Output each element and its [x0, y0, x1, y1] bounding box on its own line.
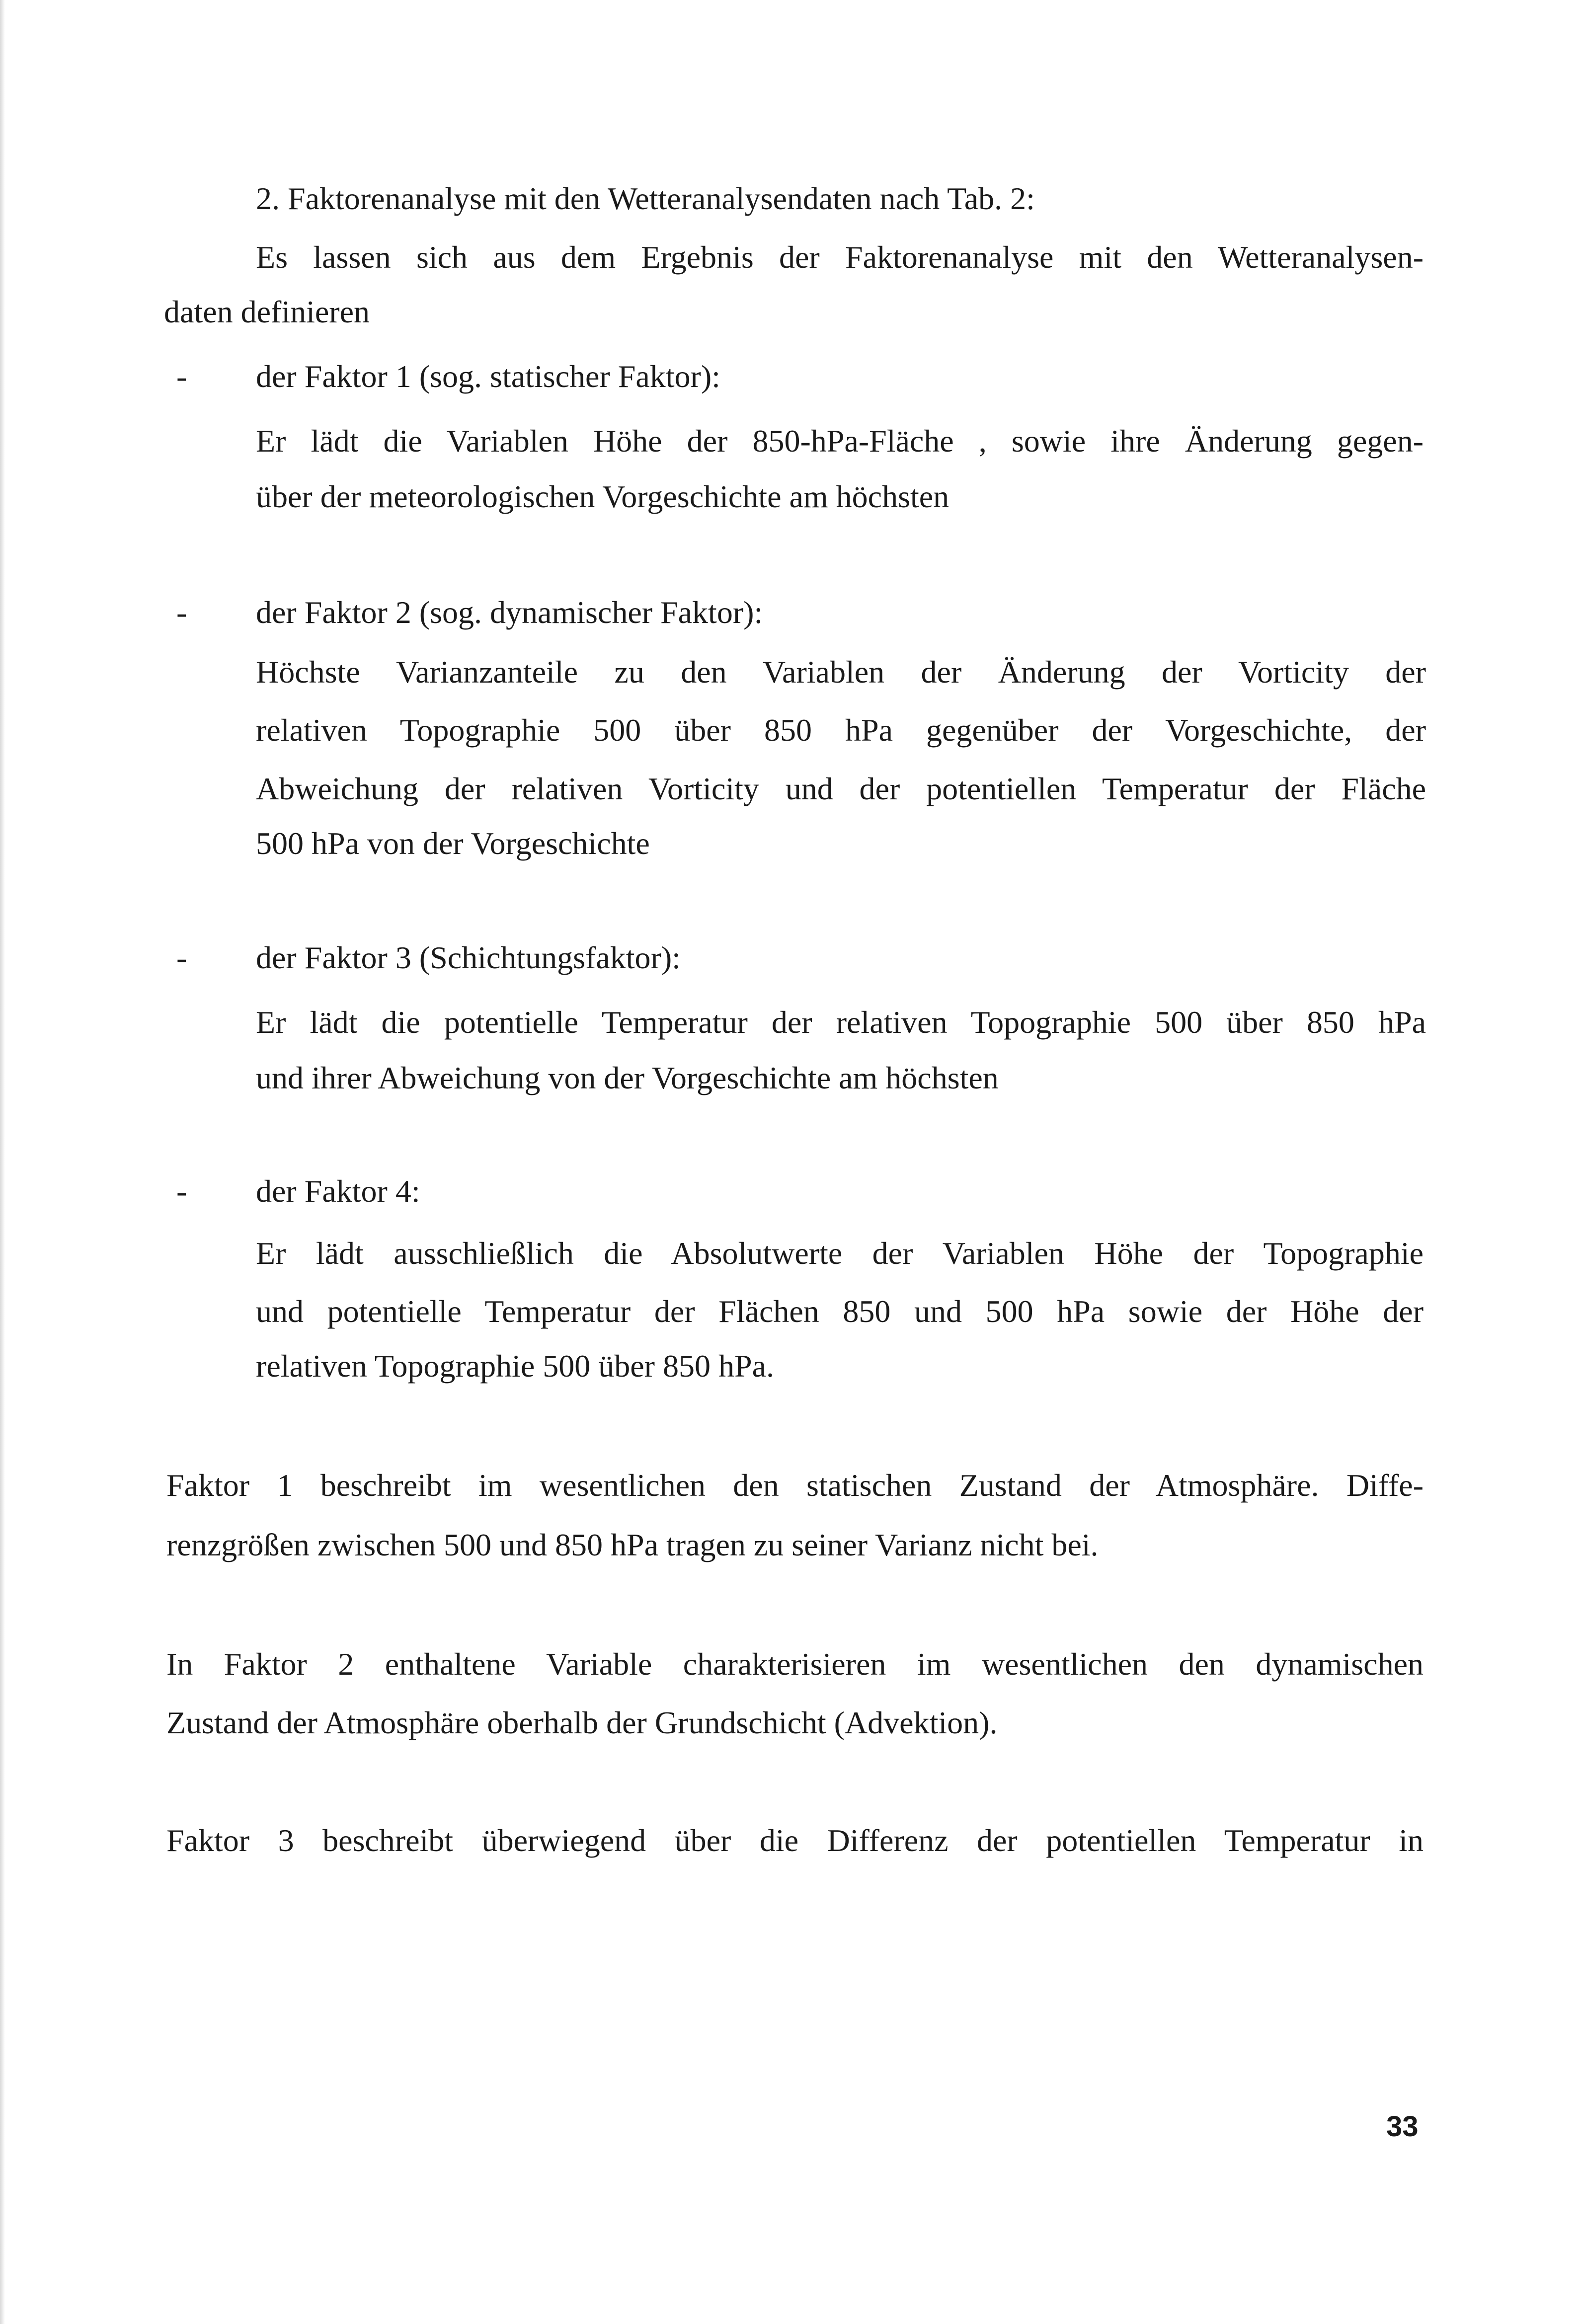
intro-line-2: daten definieren [164, 294, 370, 329]
factor-1-title: der Faktor 1 (sog. statischer Faktor): [256, 359, 720, 394]
scan-edge [0, 0, 5, 2324]
factor-3-line-2: und ihrer Abweichung von der Vorgeschichte am höchsten [256, 1060, 999, 1095]
factor-4-line-3: relativen Topographie 500 über 850 hPa. [256, 1348, 774, 1384]
paragraph-1-line-1: Faktor 1 beschreibt im wesentlichen den statischen Zustand der Atmosphäre. Diffe- [166, 1468, 1424, 1503]
section-heading: 2. Faktorenanalyse mit den Wetteranalysendaten nach Tab. 2: [256, 181, 1035, 216]
factor-2-line-2: relativen Topographie 500 über 850 hPa gegenüber der Vorgeschichte, der [256, 712, 1426, 748]
list-bullet: - [176, 359, 187, 394]
factor-4-title: der Faktor 4: [256, 1173, 420, 1209]
factor-2-line-3: Abweichung der relativen Vorticity und der potentiellen Temperatur der Fläche [256, 771, 1426, 806]
page-number: 33 [1386, 2110, 1419, 2143]
factor-4-line-1: Er lädt ausschließlich die Absolutwerte der Variablen Höhe der Topographie [256, 1236, 1424, 1271]
paragraph-2-line-1: In Faktor 2 enthaltene Variable charakterisieren im wesentlichen den dynamischen [166, 1646, 1424, 1682]
factor-1-line-2: über der meteorologischen Vorgeschichte am höchsten [256, 479, 950, 514]
intro-line-1: Es lassen sich aus dem Ergebnis der Faktorenanalyse mit den Wetteranalysen- [256, 239, 1424, 275]
paragraph-3-line-1: Faktor 3 beschreibt überwiegend über die Differenz der potentiellen Temperatur in [166, 1823, 1424, 1858]
factor-2-line-1: Höchste Varianzanteile zu den Variablen der Änderung der Vorticity der [256, 654, 1426, 690]
factor-1-line-1: Er lädt die Variablen Höhe der 850-hPa-Fläche , sowie ihre Änderung gegen- [256, 423, 1424, 459]
paragraph-2-line-2: Zustand der Atmosphäre oberhalb der Grundschicht (Advektion). [166, 1705, 998, 1740]
list-bullet: - [176, 940, 187, 975]
list-bullet: - [176, 595, 187, 630]
factor-3-title: der Faktor 3 (Schichtungsfaktor): [256, 940, 681, 975]
paragraph-1-line-2: renzgrößen zwischen 500 und 850 hPa tragen zu seiner Varianz nicht bei. [166, 1527, 1099, 1562]
factor-4-line-2: und potentielle Temperatur der Flächen 850 und 500 hPa sowie der Höhe der [256, 1294, 1424, 1329]
factor-2-line-4: 500 hPa von der Vorgeschichte [256, 826, 650, 861]
factor-2-title: der Faktor 2 (sog. dynamischer Faktor): [256, 595, 763, 630]
factor-3-line-1: Er lädt die potentielle Temperatur der relativen Topographie 500 über 850 hPa [256, 1005, 1426, 1040]
list-bullet: - [176, 1173, 187, 1209]
